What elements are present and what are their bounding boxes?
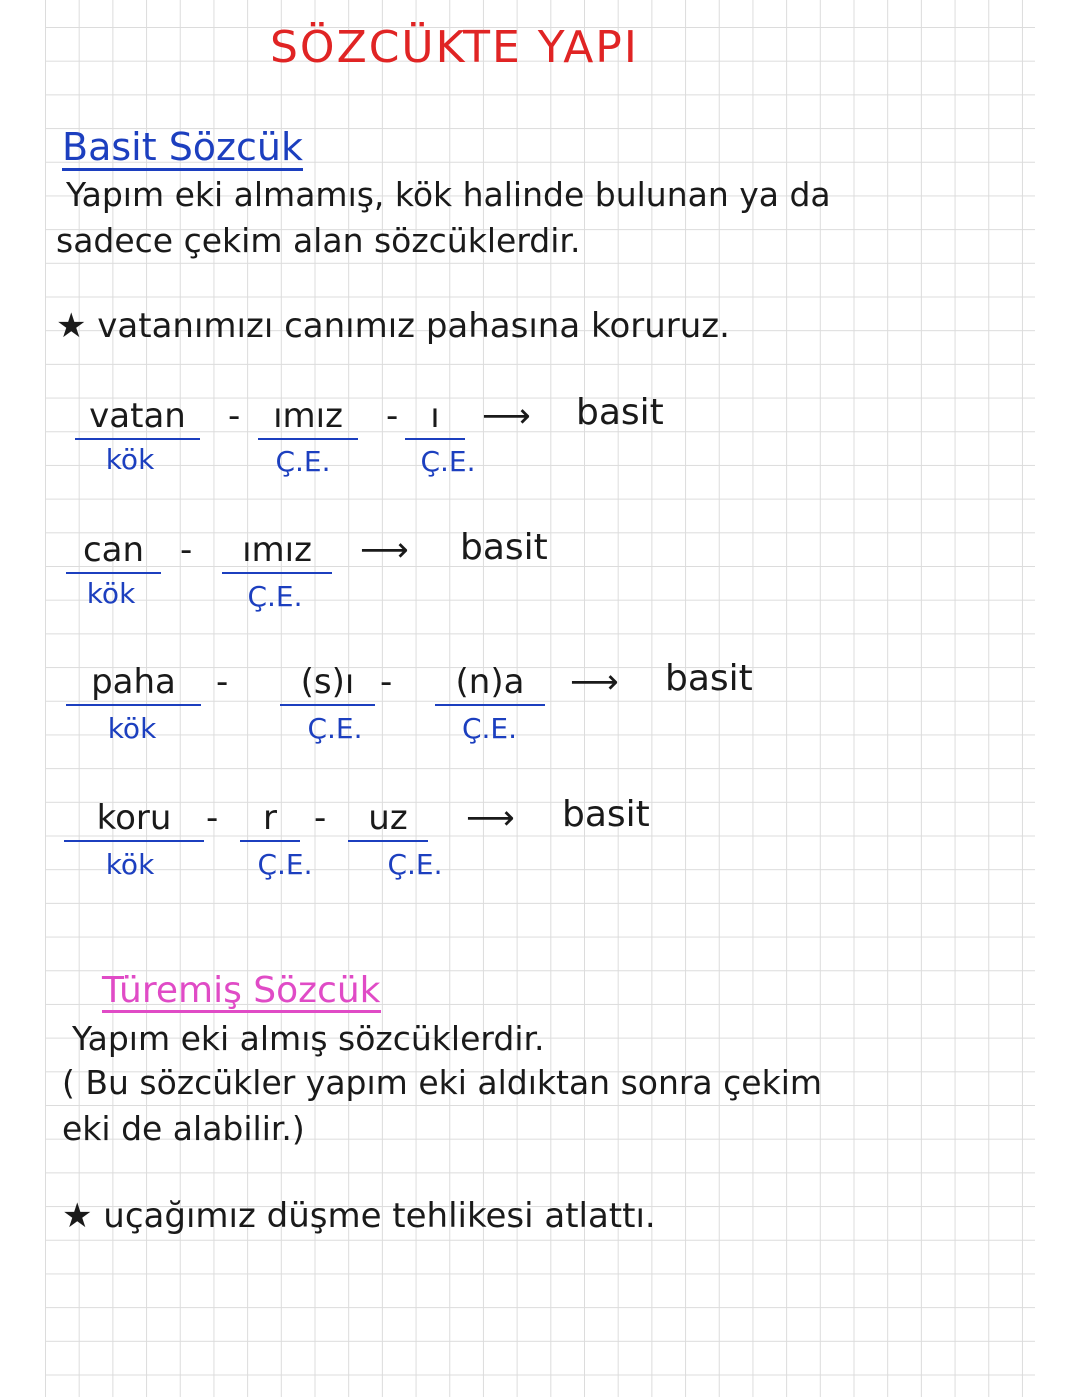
separator-dash: -	[228, 396, 241, 436]
root-text: vatan	[75, 396, 200, 440]
root-tag: kök	[86, 577, 136, 610]
separator-dash: -	[206, 798, 219, 838]
section-heading-turemis: Türemiş Sözcük	[102, 970, 381, 1011]
suffix-word	[405, 396, 465, 440]
page-title: SÖZCÜKTE YAPI	[270, 22, 639, 73]
suffix-text: uz	[348, 798, 428, 842]
suffix-tag: Ç.E.	[257, 848, 313, 881]
suffix-tag: Ç.E.	[307, 712, 363, 745]
suffix-tag: Ç.E.	[247, 580, 303, 613]
suffix-text: (n)a	[435, 662, 545, 706]
result-label: basit	[460, 527, 548, 568]
root-word	[66, 662, 201, 706]
root-text: paha	[66, 662, 201, 706]
arrow-icon: ⟶	[570, 662, 619, 702]
page-left-margin	[0, 0, 45, 1397]
separator-dash: -	[216, 662, 229, 702]
root-tag: kök	[105, 848, 155, 881]
result-label: basit	[562, 794, 650, 835]
example-sentence-2: ★ uçağımız düşme tehlikesi atlattı.	[62, 1196, 656, 1236]
definition-line-1: Yapım eki almış sözcüklerdir.	[72, 1019, 545, 1058]
root-tag: kök	[105, 443, 155, 476]
root-word	[66, 530, 161, 574]
suffix-text: ımız	[258, 396, 358, 440]
suffix-text: r	[240, 798, 300, 842]
suffix-word	[258, 396, 358, 440]
suffix-word	[435, 662, 545, 706]
separator-dash: -	[380, 662, 393, 702]
suffix-tag: Ç.E.	[387, 848, 443, 881]
suffix-text: ımız	[222, 530, 332, 574]
definition-line-2: sadece çekim alan sözcüklerdir.	[56, 221, 581, 260]
page-right-margin	[1035, 0, 1080, 1397]
suffix-text: (s)ı	[280, 662, 375, 706]
suffix-tag: Ç.E.	[275, 445, 331, 478]
root-word	[75, 396, 200, 440]
arrow-icon: ⟶	[466, 798, 515, 838]
result-label: basit	[665, 658, 753, 699]
suffix-text: ı	[405, 396, 465, 440]
root-text: koru	[64, 798, 204, 842]
separator-dash: -	[314, 798, 327, 838]
definition-line-1: Yapım eki almamış, kök halinde bulunan ya da	[66, 175, 831, 214]
separator-dash: -	[386, 396, 399, 436]
result-label: basit	[576, 392, 664, 433]
suffix-word	[240, 798, 300, 842]
suffix-tag: Ç.E.	[420, 445, 476, 478]
arrow-icon: ⟶	[360, 530, 409, 570]
separator-dash: -	[180, 530, 193, 570]
arrow-icon: ⟶	[482, 396, 531, 436]
suffix-word	[222, 530, 332, 574]
suffix-word	[348, 798, 428, 842]
suffix-word	[280, 662, 375, 706]
root-tag: kök	[107, 712, 157, 745]
root-text: can	[66, 530, 161, 574]
definition-line-2: ( Bu sözcükler yapım eki aldıktan sonra çekim	[62, 1063, 823, 1102]
definition-line-3: eki de alabilir.)	[62, 1109, 305, 1148]
section-heading-basit: Basit Sözcük	[62, 125, 303, 169]
root-word	[64, 798, 204, 842]
suffix-tag: Ç.E.	[461, 712, 518, 745]
example-sentence-1: ★ vatanımızı canımız pahasına koruruz.	[56, 306, 730, 346]
